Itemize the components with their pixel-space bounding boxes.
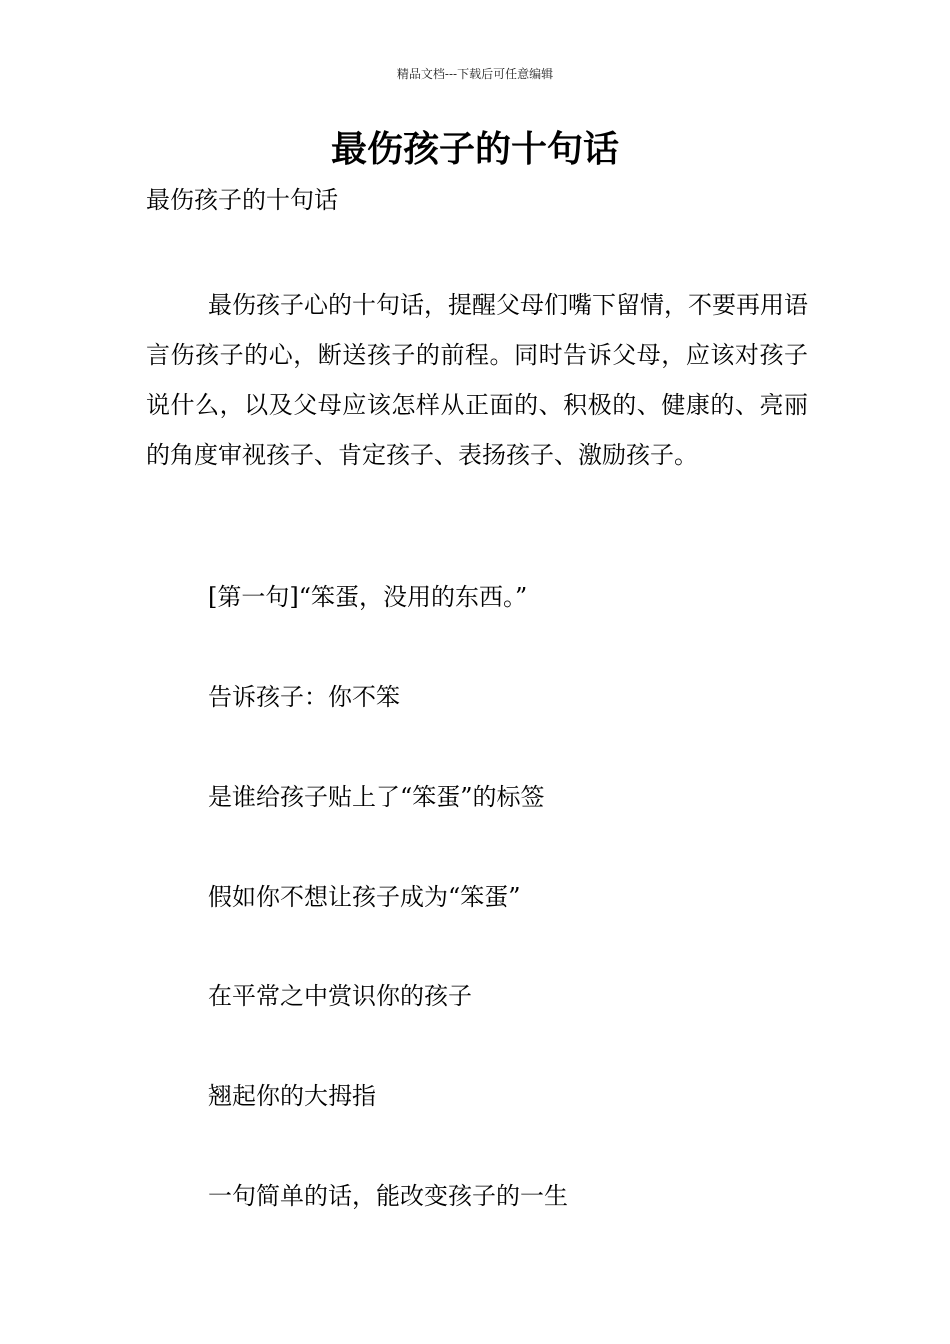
- text-line: 在平常之中赏识你的孩子: [208, 982, 472, 1010]
- intro-paragraph: 最伤孩子心的十句话，提醒父母们嘴下留情，不要再用语言伤孩子的心，断送孩子的前程。同时告诉父母，应该对孩子说什么，以及父母应该怎样从正面的、积极的、健康的、亮丽的角度审视孩子、肯定孩子、表扬孩子、激励孩子。: [146, 291, 808, 469]
- header-note: 精品文档---下载后可任意编辑: [396, 67, 554, 81]
- document-subtitle: 最伤孩子的十句话: [146, 186, 338, 214]
- text-line: 是谁给孩子贴上了“笨蛋”的标签: [208, 783, 545, 811]
- sentence-heading: [第一句]“笨蛋，没用的东西。”: [208, 583, 528, 611]
- text-line: 翘起你的大拇指: [208, 1082, 376, 1110]
- text-line: 一句简单的话，能改变孩子的一生: [208, 1182, 568, 1210]
- text-line: 假如你不想让孩子成为“笨蛋”: [208, 883, 521, 911]
- document-title: 最伤孩子的十句话: [330, 129, 619, 170]
- text-line: 告诉孩子：你不笨: [208, 683, 400, 711]
